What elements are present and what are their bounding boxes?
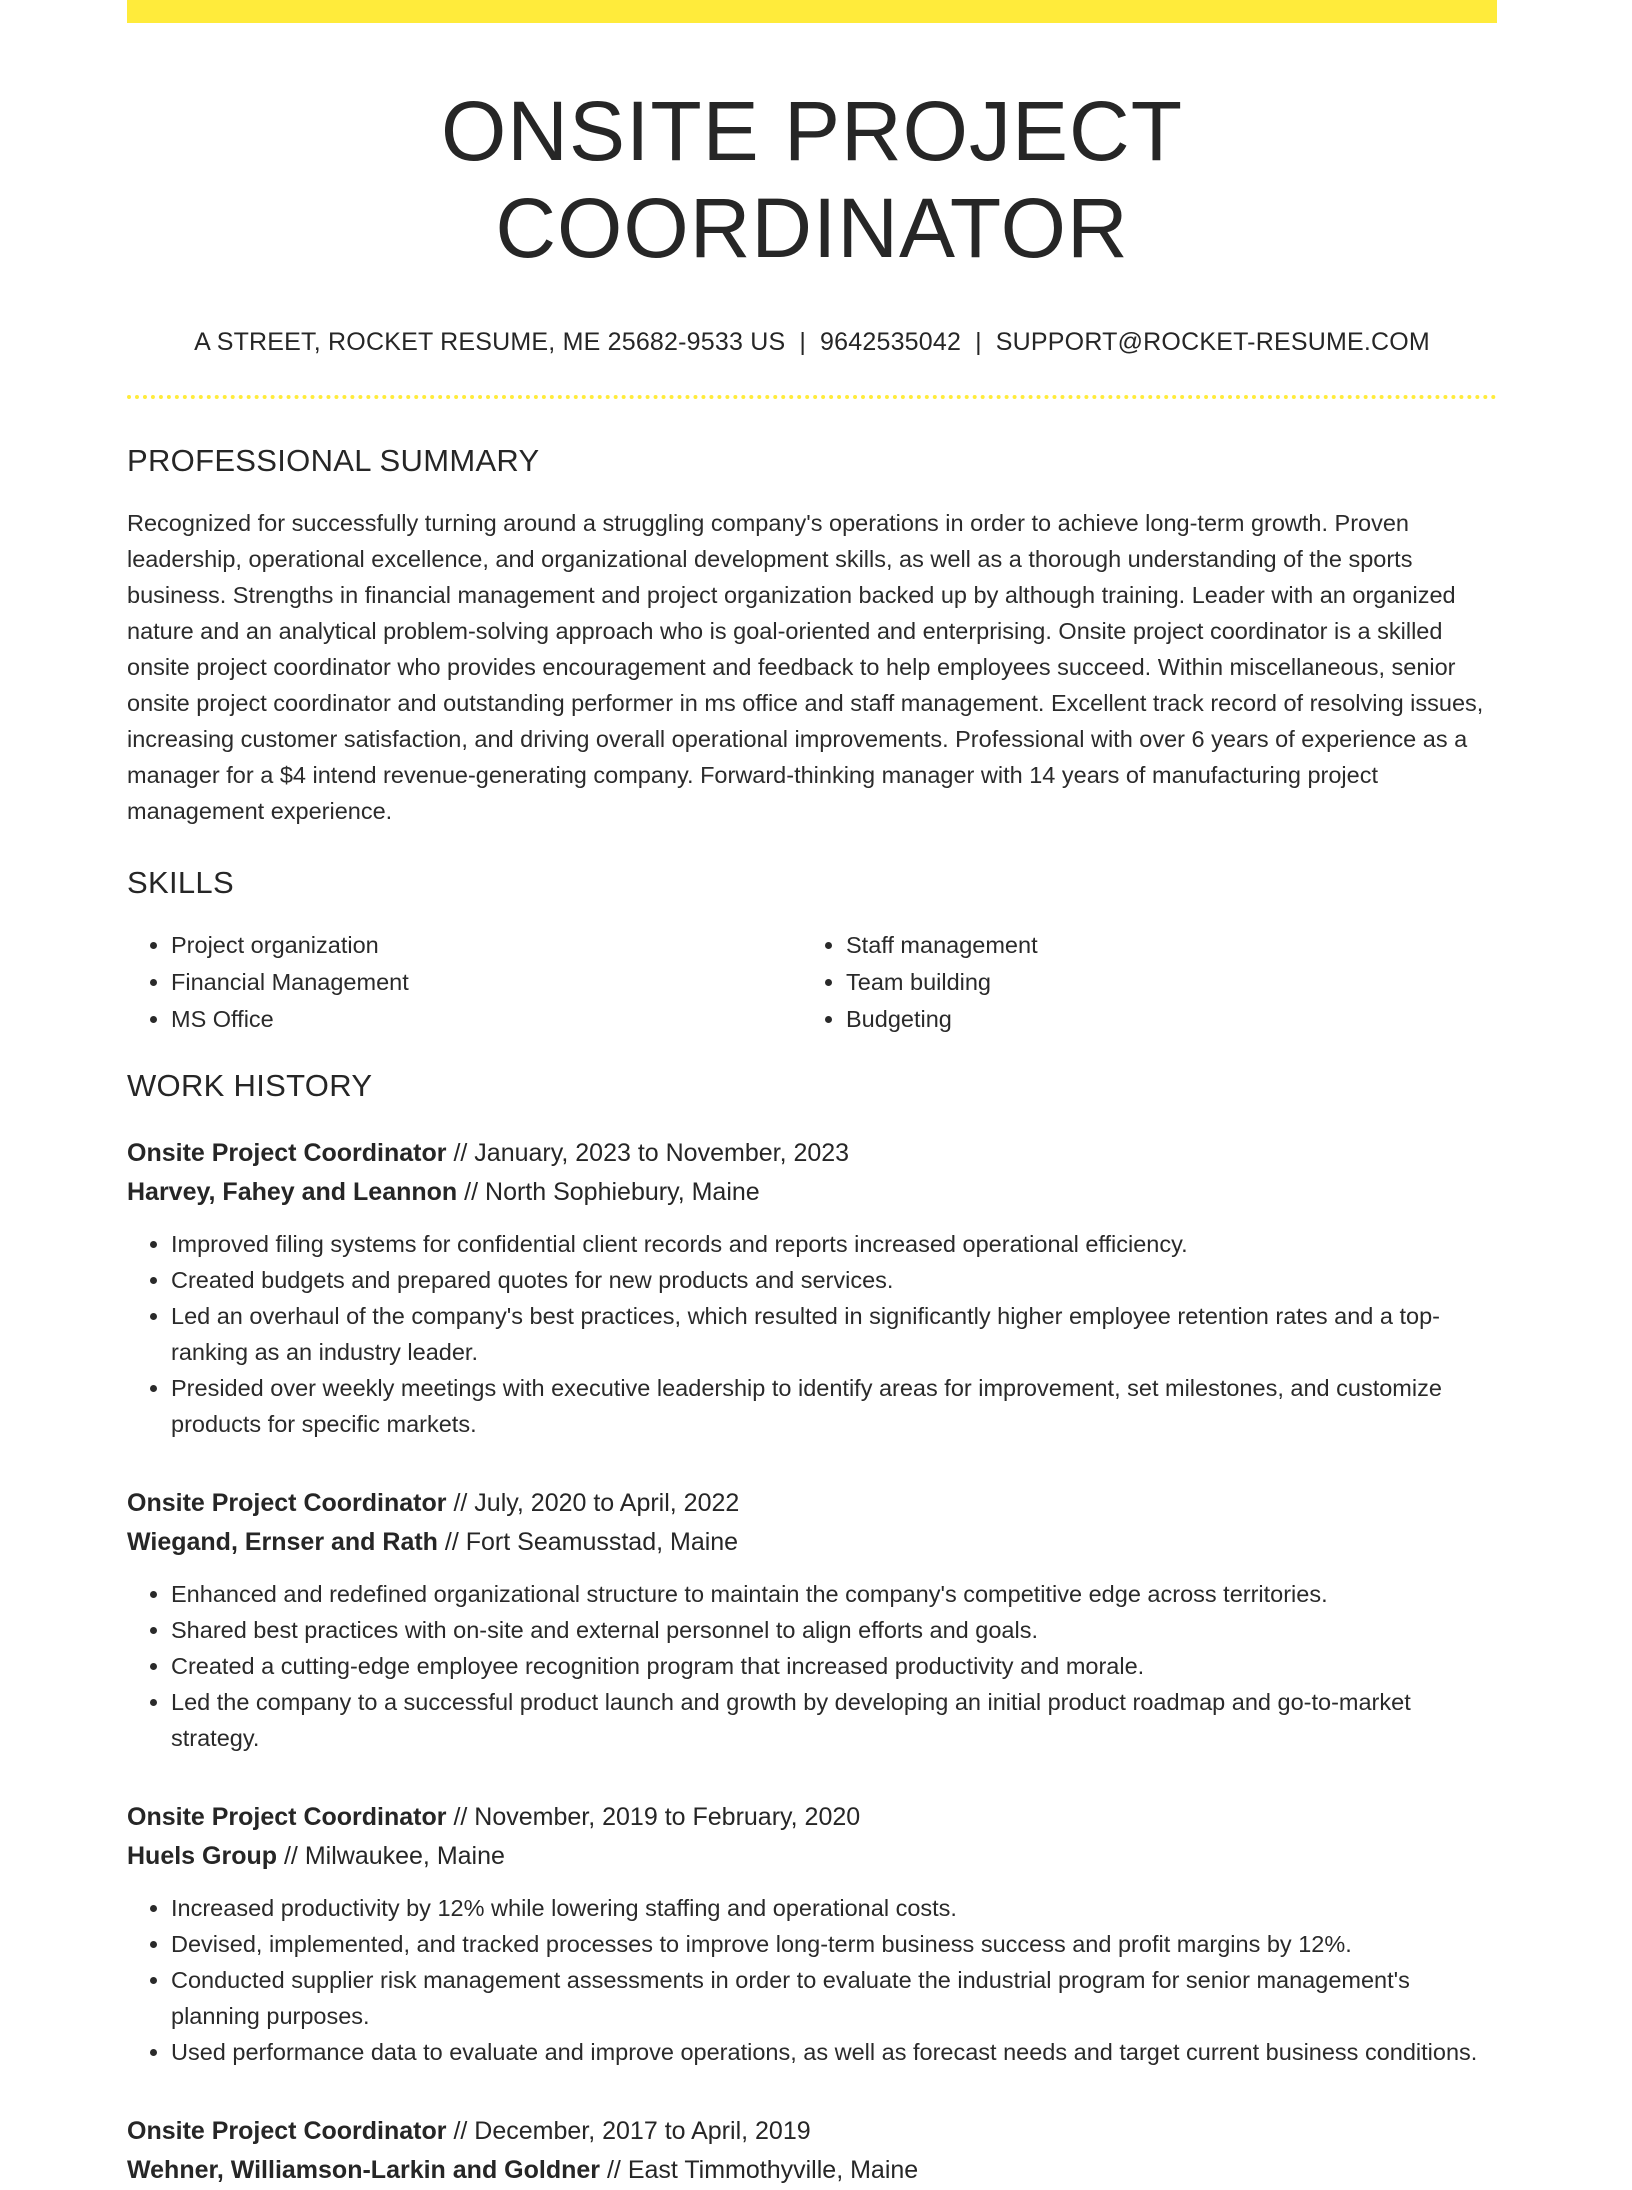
job-bullet: • Devised, implemented, and tracked processes to improve long-term business success and profit margins by 12%.: [171, 1926, 1497, 1962]
job-location: East Timmothyville, Maine: [627, 2156, 919, 2185]
section-title-work-history: WORK HISTORY: [127, 1068, 373, 1104]
header-divider: [127, 395, 1497, 399]
job-separator: //: [283, 1842, 298, 1871]
job-entry: [127, 1484, 1497, 1756]
job-bullet: • Presided over weekly meetings with executive leadership to identify areas for improvement, set milestones, and customize products for specific markets.: [171, 1370, 1497, 1442]
job-entry: [127, 1798, 1497, 2070]
job-bullet: • Led the company to a successful product launch and growth by developing an initial product roadmap and go-to-market strategy.: [171, 1684, 1497, 1756]
job-separator: //: [444, 1528, 459, 1557]
skill-item: • MS Office: [171, 1001, 802, 1038]
job-separator: //: [453, 1139, 468, 1168]
section-title-summary: PROFESSIONAL SUMMARY: [127, 443, 540, 479]
job-separator: //: [453, 1803, 468, 1832]
skills-list: [127, 927, 1497, 1038]
job-bullets: [127, 1576, 1497, 1756]
skill-item: • Project organization: [171, 927, 802, 964]
job-company-line: [127, 1837, 1497, 1876]
job-company-line: [127, 2151, 1497, 2190]
job-title: Onsite Project Coordinator: [127, 2117, 447, 2146]
job-dates: January, 2023 to November, 2023: [474, 1139, 850, 1168]
contact-line: [127, 328, 1497, 357]
accent-top-bar: [127, 0, 1497, 23]
job-dates: July, 2020 to April, 2022: [474, 1489, 740, 1518]
job-company-line: [127, 1523, 1497, 1562]
job-title: Onsite Project Coordinator: [127, 1803, 447, 1832]
skills-column-right: [802, 927, 1477, 1038]
job-entry: [127, 1134, 1497, 1442]
job-bullets: [127, 1890, 1497, 2070]
job-entry: [127, 2112, 1497, 2190]
job-title-line: [127, 1484, 1497, 1523]
skill-item: • Financial Management: [171, 964, 802, 1001]
resume-name: ONSITE PROJECT COORDINATOR: [440, 84, 1184, 275]
job-title: Onsite Project Coordinator: [127, 1139, 447, 1168]
job-title: Onsite Project Coordinator: [127, 1489, 447, 1518]
job-title-line: [127, 1798, 1497, 1837]
job-location: Fort Seamusstad, Maine: [465, 1528, 739, 1557]
skill-item: • Budgeting: [846, 1001, 1477, 1038]
job-company-line: [127, 1173, 1497, 1212]
job-company: Huels Group: [127, 1842, 278, 1871]
job-title-line: [127, 2112, 1497, 2151]
job-company: Wehner, Williamson-Larkin and Goldner: [127, 2156, 600, 2185]
contact-email: SUPPORT@ROCKET-RESUME.COM: [995, 328, 1430, 357]
job-company: Wiegand, Ernser and Rath: [127, 1528, 438, 1557]
job-dates: December, 2017 to April, 2019: [474, 2117, 811, 2146]
contact-phone: 9642535042: [820, 328, 962, 357]
job-bullet: • Improved filing systems for confidential client records and reports increased operational efficiency.: [171, 1226, 1497, 1262]
job-bullets: [127, 1226, 1497, 1442]
job-separator: //: [606, 2156, 621, 2185]
skill-item: • Staff management: [846, 927, 1477, 964]
job-bullet: • Conducted supplier risk management assessments in order to evaluate the industrial program for senior management's planning purposes.: [171, 1962, 1497, 2034]
job-location: Milwaukee, Maine: [304, 1842, 505, 1871]
job-bullet: • Increased productivity by 12% while lowering staffing and operational costs.: [171, 1890, 1497, 1926]
skills-column-left: [127, 927, 802, 1038]
section-title-skills: SKILLS: [127, 865, 234, 901]
skill-item: • Team building: [846, 964, 1477, 1001]
contact-address: A STREET, ROCKET RESUME, ME 25682-9533 US: [194, 328, 786, 357]
job-separator: //: [453, 2117, 468, 2146]
job-dates: November, 2019 to February, 2020: [474, 1803, 861, 1832]
job-bullet: • Created a cutting-edge employee recognition program that increased productivity and morale.: [171, 1648, 1497, 1684]
job-bullet: • Led an overhaul of the company's best practices, which resulted in significantly higher employee retention rates and a top-ranking as an industry leader.: [171, 1298, 1497, 1370]
summary-text: Recognized for successfully turning around a struggling company's operations in order to achieve long-term growth. Proven leadership, operational excellence, and organizational development skills, as well as a thorough understanding of the sports business. Strengths in financial management and project organization backed up by although training. Leader with an organized nature and an analytical problem-solving approach who is goal-oriented and enterprising. Onsite project coordinator is a skilled onsite project coordinator who provides encouragement and feedback to help employees succeed. Within miscellaneous, senior onsite project coordinator and outstanding performer in ms office and staff management. Excellent track record of resolving issues, increasing customer satisfaction, and driving overall operational improvements. Professional with over 6 years of experience as a manager for a $4 intend revenue-generating company. Forward-thinking manager with 14 years of manufacturing project management experience.: [127, 510, 1484, 825]
contact-separator: |: [975, 328, 982, 357]
job-bullet: • Shared best practices with on-site and external personnel to align efforts and goals.: [171, 1612, 1497, 1648]
job-location: North Sophiebury, Maine: [485, 1178, 760, 1207]
job-bullet: • Created budgets and prepared quotes for new products and services.: [171, 1262, 1497, 1298]
job-company: Harvey, Fahey and Leannon: [127, 1178, 458, 1207]
job-title-line: [127, 1134, 1497, 1173]
job-separator: //: [464, 1178, 479, 1207]
resume-page: [127, 0, 1497, 2190]
job-bullet: • Used performance data to evaluate and improve operations, as well as forecast needs and target current business conditions.: [171, 2034, 1497, 2070]
contact-separator: |: [799, 328, 807, 357]
job-bullet: • Enhanced and redefined organizational structure to maintain the company's competitive edge across territories.: [171, 1576, 1497, 1612]
job-separator: //: [453, 1489, 468, 1518]
